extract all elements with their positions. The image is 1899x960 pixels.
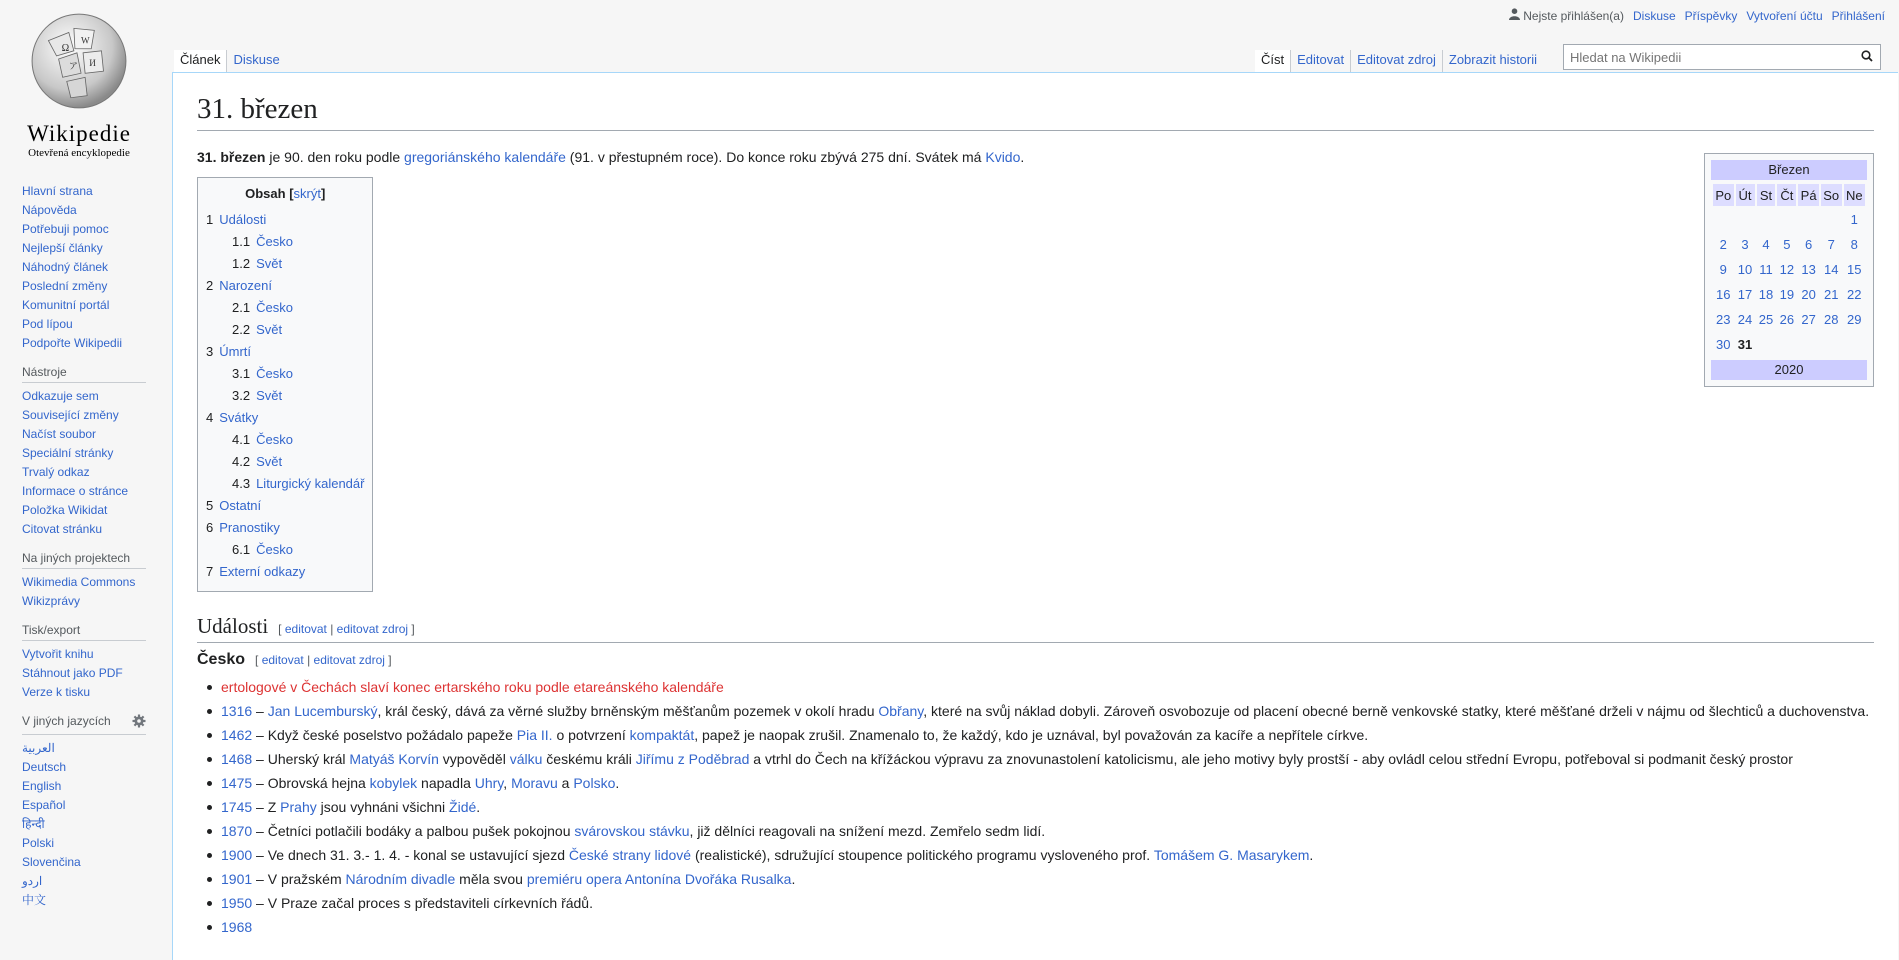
calendar-empty	[1736, 208, 1755, 231]
calendar-day[interactable]	[1757, 258, 1776, 281]
tab-read[interactable]: Číst	[1255, 50, 1290, 77]
calendar-day[interactable]	[1777, 283, 1796, 306]
calendar-week	[1713, 208, 1865, 231]
event-text: – Když české poselstvo požádalo papeže	[252, 727, 517, 743]
calendar-day[interactable]	[1798, 233, 1819, 256]
toc-number: 7	[206, 564, 214, 579]
toc-number: 4	[206, 410, 214, 425]
event-link[interactable]: Jiřímu z Poděbrad	[635, 751, 750, 767]
calendar-day-link[interactable]: 20	[1801, 287, 1816, 302]
contributions-link[interactable]: Příspěvky	[1684, 8, 1738, 23]
talk-link[interactable]: Diskuse	[1632, 8, 1676, 23]
calendar-day[interactable]	[1798, 283, 1819, 306]
event-item	[221, 867, 1874, 891]
event-link[interactable]: Jan Lucemburský	[267, 703, 378, 719]
search-input[interactable]	[1564, 50, 1854, 65]
toc-title: Obsah [skrýt]	[245, 186, 326, 201]
calendar-day-link[interactable]: 3	[1741, 237, 1749, 252]
toc-entry[interactable]	[206, 341, 364, 363]
calendar-day[interactable]	[1736, 258, 1755, 281]
toc-entry[interactable]	[206, 407, 364, 429]
toc-number: 1.2	[232, 256, 251, 271]
event-item	[221, 699, 1874, 723]
event-link[interactable]: kompaktát	[629, 727, 695, 743]
toc-entry[interactable]	[206, 363, 364, 385]
sidebar-item-langs-6[interactable]: Slovenčina	[22, 855, 81, 869]
calendar-day-link[interactable]: 18	[1758, 287, 1774, 302]
intro-bold: 31. březen	[197, 149, 266, 165]
calendar-day[interactable]	[1844, 308, 1866, 331]
event-text: (realistické), sdružující stoupence politického programu vysloveného prof.	[691, 847, 1154, 863]
event-item	[221, 747, 1874, 771]
calendar-weekday: So	[1821, 184, 1842, 206]
toc-link[interactable]: Česko	[256, 366, 293, 381]
toc-number: 3	[206, 344, 214, 359]
tools-heading: Nástroje	[22, 365, 146, 383]
toc-number: 3.2	[232, 388, 251, 403]
event-text: českému králi	[542, 751, 636, 767]
calendar-day-link[interactable]: 19	[1779, 287, 1795, 302]
calendar-weekday: Út	[1736, 184, 1755, 206]
section-edit-links: [ editovat | editovat zdroj ]	[278, 622, 415, 636]
calendar-day-link[interactable]: 22	[1847, 287, 1862, 302]
toc-link[interactable]: Svět	[256, 388, 283, 403]
calendar-day[interactable]	[1798, 258, 1819, 281]
calendar-day[interactable]	[1713, 308, 1734, 331]
calendar-weekday: Po	[1713, 184, 1734, 206]
event-text: , král český, dává za věrné služby brněnským měšťanům pozemek v okolí hradu	[377, 703, 879, 719]
toc-link[interactable]: Liturgický kalendář	[256, 476, 365, 491]
calendar-day[interactable]	[1757, 308, 1776, 331]
event-link[interactable]: kobylek	[369, 775, 418, 791]
calendar-weekday: St	[1757, 184, 1776, 206]
calendar-week	[1713, 258, 1865, 281]
svg-text:ア: ア	[68, 61, 78, 72]
sidebar-item-projects-1[interactable]: Wikizprávy	[22, 594, 81, 608]
event-link[interactable]: Polsko	[573, 775, 616, 791]
event-text: – Četníci potlačili bodáky a palbou pušek pokojnou	[252, 823, 575, 839]
event-text: a	[557, 775, 574, 791]
wordmark: Wikipedie	[27, 121, 131, 146]
toc-link[interactable]: Česko	[256, 542, 293, 557]
toc-link[interactable]: Narození	[219, 278, 272, 293]
svg-text:И: И	[89, 58, 96, 69]
toc-entry[interactable]	[206, 429, 364, 451]
toc-link[interactable]: Externí odkazy	[219, 564, 306, 579]
sidebar-item-langs-4[interactable]: हिन्दी	[22, 817, 45, 831]
intro-paragraph: 31. březen je 90. den roku podle gregoriánského kalendáře (91. v přestupném roce). Do konce roku zbývá 275 dní. Svátek má Kvido.	[197, 149, 1025, 165]
event-text: – Uherský král	[252, 751, 350, 767]
calendar-day-link[interactable]: 14	[1823, 262, 1839, 277]
sidebar-item-tools-6[interactable]: Položka Wikidat	[22, 503, 108, 517]
toc-entry[interactable]	[206, 473, 364, 495]
calendar-day-link[interactable]: 4	[1762, 237, 1770, 252]
event-item	[221, 819, 1874, 843]
sidebar-print	[22, 623, 146, 702]
event-year-link[interactable]: 1968	[221, 919, 253, 935]
user-icon	[1509, 8, 1520, 23]
sidebar-item-langs-0[interactable]: العربية	[22, 741, 55, 755]
calendar-week	[1713, 333, 1865, 356]
calendar-empty	[1821, 333, 1842, 356]
calendar-day[interactable]	[1713, 333, 1734, 356]
event-year-link[interactable]: 1745	[221, 799, 253, 815]
calendar-empty	[1713, 208, 1734, 231]
toc-entry[interactable]	[206, 385, 364, 407]
event-link[interactable]: Uhry	[474, 775, 504, 791]
toc-number: 3.1	[232, 366, 251, 381]
sidebar-item-main-5[interactable]: Poslední změny	[22, 279, 108, 293]
calendar-day-link[interactable]: 23	[1716, 312, 1731, 327]
calendar-day-link[interactable]: 16	[1716, 287, 1731, 302]
toc-entry[interactable]	[206, 319, 364, 341]
sidebar-item-langs-1[interactable]: Deutsch	[22, 760, 67, 774]
calendar-empty	[1844, 333, 1866, 356]
sidebar-item-langs-7[interactable]: اردو	[22, 874, 43, 888]
event-link[interactable]: Tomášem G. Masarykem	[1153, 847, 1310, 863]
calendar-day-link[interactable]: 6	[1805, 237, 1813, 252]
event-text: .	[791, 871, 796, 887]
edit-section-link[interactable]: editovat	[284, 622, 327, 636]
calendar-day[interactable]	[1757, 283, 1776, 306]
calendar-day-link[interactable]: 9	[1719, 262, 1727, 277]
calendar-day[interactable]	[1777, 258, 1796, 281]
toc-number: 1.1	[232, 234, 251, 249]
event-link[interactable]: Obřany	[878, 703, 924, 719]
toc-entry[interactable]	[206, 231, 364, 253]
tab-discussion[interactable]: Diskuse	[226, 50, 285, 77]
calendar-day[interactable]	[1777, 233, 1796, 256]
toc-link[interactable]: Úmrtí	[219, 344, 252, 359]
calendar-empty	[1821, 208, 1842, 231]
event-year-link[interactable]: 1475	[221, 775, 253, 791]
sidebar-item-main-0[interactable]: Hlavní strana	[22, 184, 93, 198]
sidebar-item-langs-2[interactable]: English	[22, 779, 62, 793]
event-link[interactable]: opera Antonína Dvořáka Rusalka	[586, 871, 792, 887]
tab-edit[interactable]: Editovat	[1290, 50, 1350, 77]
calendar-day[interactable]	[1844, 283, 1866, 306]
sidebar-item-tools-5[interactable]: Informace o stránce	[22, 484, 129, 498]
toc-link[interactable]: Svět	[256, 256, 283, 271]
toc-number: 4.3	[232, 476, 251, 491]
event-text: , papež je naopak zrušil. Znamenalo to, že každý, kdo je uznával, byl považován za kacíře a nepřítele církve.	[694, 727, 1369, 743]
edit-subsection-link[interactable]: editovat	[261, 653, 304, 667]
calendar-day[interactable]	[1736, 233, 1755, 256]
sidebar-item-print-1[interactable]: Stáhnout jako PDF	[22, 666, 123, 680]
edit-source-section-link[interactable]: editovat zdroj	[336, 622, 409, 636]
login-link[interactable]: Přihlášení	[1831, 8, 1885, 23]
calendar-day-link[interactable]: 8	[1850, 237, 1858, 252]
events-list	[197, 675, 1874, 939]
calendar-weekday: Čt	[1777, 184, 1796, 206]
page-title: 31. březen	[197, 93, 1874, 131]
calendar-day-link[interactable]: 15	[1847, 262, 1862, 277]
sidebar-item-main-6[interactable]: Komunitní portál	[22, 298, 110, 312]
calendar-day[interactable]	[1844, 258, 1866, 281]
event-item	[221, 891, 1874, 915]
toc-link[interactable]: Česko	[256, 432, 293, 447]
calendar-day[interactable]	[1757, 233, 1776, 256]
event-year-link[interactable]: 1462	[221, 727, 253, 743]
event-item	[221, 675, 1874, 699]
toc-link[interactable]: Svět	[256, 322, 283, 337]
calendar-day-link[interactable]: 2	[1719, 237, 1727, 252]
event-item	[221, 843, 1874, 867]
event-text: .	[476, 799, 481, 815]
sidebar-item-tools-2[interactable]: Načíst soubor	[22, 427, 97, 441]
toc-entry[interactable]	[206, 209, 364, 231]
calendar-day[interactable]	[1821, 233, 1842, 256]
toc-hide-link[interactable]: skrýt	[293, 186, 321, 201]
sidebar-item-main-3[interactable]: Nejlepší články	[22, 241, 103, 255]
event-redlink[interactable]: ertologové v Čechách slaví konec ertarského roku podle etareánského kalendáře	[221, 679, 724, 695]
sidebar-item-projects-0[interactable]: Wikimedia Commons	[22, 575, 136, 589]
sidebar-item-print-0[interactable]: Vytvořit knihu	[22, 647, 94, 661]
toc-entry[interactable]	[206, 495, 364, 517]
toc-entry[interactable]	[206, 561, 364, 583]
sidebar	[22, 182, 146, 910]
calendar-day[interactable]	[1713, 233, 1734, 256]
toc-number: 4.1	[232, 432, 251, 447]
event-text: napadla	[417, 775, 475, 791]
toc-link[interactable]: Události	[219, 212, 267, 227]
event-text: – Obrovská hejna	[252, 775, 370, 791]
toc-link[interactable]: Svátky	[219, 410, 259, 425]
event-year-link[interactable]: 1870	[221, 823, 253, 839]
svg-text:Ω: Ω	[61, 42, 70, 54]
event-text: , již dělníci reagovali na snížení mezd. Zemřelo sedm lidí.	[689, 823, 1046, 839]
section-events-heading: Události [ editovat | editovat zdroj ]	[197, 614, 1874, 643]
event-text: – V pražském	[252, 871, 346, 887]
calendar-day-link[interactable]: 31	[1737, 337, 1753, 352]
event-text: – Ve dnech 31. 3.- 1. 4. - konal se ustavující sjezd	[252, 847, 569, 863]
toc-link[interactable]: Česko	[256, 300, 293, 315]
event-year-link[interactable]: 1950	[221, 895, 253, 911]
event-text: měla svou	[455, 871, 527, 887]
calendar-day-link[interactable]: 7	[1827, 237, 1835, 252]
event-year-link[interactable]: 1901	[221, 871, 253, 887]
event-text: .	[615, 775, 620, 791]
calendar-day-link[interactable]: 28	[1823, 312, 1839, 327]
calendar-day-link[interactable]: 27	[1801, 312, 1816, 327]
calendar-empty	[1798, 333, 1819, 356]
toc-link[interactable]: Česko	[256, 234, 293, 249]
not-logged-in-text: Nejste přihlášen(a)	[1523, 8, 1624, 23]
sidebar-item-langs-3[interactable]: Español	[22, 798, 66, 812]
toc-number: 6.1	[232, 542, 251, 557]
subsection-edit-links: [ editovat | editovat zdroj ]	[255, 653, 392, 667]
event-link[interactable]: válku	[509, 751, 543, 767]
calendar-day[interactable]	[1736, 283, 1755, 306]
personal-tools	[1509, 8, 1885, 23]
calendar-day[interactable]	[1844, 233, 1866, 256]
calendar-day[interactable]	[1821, 308, 1842, 331]
event-link[interactable]: Pia II.	[516, 727, 553, 743]
event-text: –	[252, 703, 268, 719]
calendar-day[interactable]	[1777, 308, 1796, 331]
sidebar-item-main-7[interactable]: Pod lípou	[22, 317, 73, 331]
languages-heading: V jiných jazycích	[22, 714, 146, 735]
calendar-day-link[interactable]: 12	[1779, 262, 1795, 277]
calendar-day-link[interactable]: 5	[1783, 237, 1791, 252]
sidebar-item-langs-8[interactable]: 中文	[22, 893, 47, 907]
toc-number: 1	[206, 212, 214, 227]
event-link[interactable]: Prahy	[280, 799, 317, 815]
sidebar-item-main-4[interactable]: Náhodný článek	[22, 260, 109, 274]
calendar-day[interactable]	[1821, 283, 1842, 306]
calendar-week	[1713, 308, 1865, 331]
toc-entry[interactable]	[206, 539, 364, 561]
event-text: – V Praze začal proces s představiteli církevních řádů.	[252, 895, 593, 911]
search-icon[interactable]	[1854, 50, 1880, 65]
calendar-day-link[interactable]: 10	[1737, 262, 1753, 277]
sidebar-tools	[22, 365, 146, 539]
sidebar-item-langs-5[interactable]: Polski	[22, 836, 55, 850]
event-link[interactable]: Moravu	[511, 775, 558, 791]
event-text: a vtrhl do Čech na křížáckou výpravu za znovunastolení katolicismu, ale jeho motivy byly prostší - aby ovládl celou střední Evropu, potřeboval si podmanit český prostor	[749, 751, 1793, 767]
calendar-empty	[1757, 333, 1776, 356]
event-item	[221, 771, 1874, 795]
toc-entry[interactable]	[206, 517, 364, 539]
calendar-empty	[1777, 333, 1796, 356]
calendar-year[interactable]: 2020	[1711, 360, 1867, 380]
content-area	[172, 72, 1898, 960]
event-text: ,	[503, 775, 512, 791]
sidebar-item-tools-3[interactable]: Speciální stránky	[22, 446, 114, 460]
event-link[interactable]: Matyáš Korvín	[349, 751, 439, 767]
event-link[interactable]: svárovskou stávku	[574, 823, 690, 839]
calendar-table	[1711, 182, 1867, 358]
calendar-month: Březen	[1711, 160, 1867, 180]
event-text: , které na svůj náklad dobyli. Zároveň osvobozuje od placení obecné berně venkovské statky, které měšťané drželi v nájmu od šlechticů a duchovenstva.	[923, 703, 1870, 719]
calendar-empty	[1798, 208, 1819, 231]
calendar-day-link[interactable]: 17	[1737, 287, 1753, 302]
sidebar-projects	[22, 551, 146, 611]
toc-number: 4.2	[232, 454, 251, 469]
event-year-link[interactable]: 1900	[221, 847, 253, 863]
search-box	[1563, 44, 1881, 70]
event-text: .	[1309, 847, 1314, 863]
month-calendar	[1704, 153, 1874, 387]
sidebar-item-print-2[interactable]: Verze k tisku	[22, 685, 91, 699]
kvido-link[interactable]: Kvido	[985, 149, 1021, 165]
calendar-day-link[interactable]: 21	[1823, 287, 1839, 302]
calendar-day[interactable]	[1713, 283, 1734, 306]
calendar-day-link[interactable]: 11	[1759, 262, 1773, 277]
event-text: – Z	[252, 799, 281, 815]
event-item	[221, 915, 1874, 939]
toc-number: 2	[206, 278, 214, 293]
toc-number: 2.1	[232, 300, 251, 315]
event-year-link[interactable]: 1316	[221, 703, 253, 719]
toc-number: 5	[206, 498, 214, 513]
toc-entry[interactable]	[206, 275, 364, 297]
gear-icon[interactable]	[132, 714, 146, 731]
event-item	[221, 723, 1874, 747]
calendar-day-link[interactable]: 25	[1758, 312, 1774, 327]
toc-number: 2.2	[232, 322, 251, 337]
calendar-empty	[1777, 208, 1796, 231]
calendar-week	[1713, 233, 1865, 256]
calendar-week	[1713, 283, 1865, 306]
calendar-empty	[1757, 208, 1776, 231]
edit-source-subsection-link[interactable]: editovat zdroj	[313, 653, 385, 667]
event-year-link[interactable]: 1468	[221, 751, 253, 767]
calendar-day[interactable]	[1713, 258, 1734, 281]
calendar-day[interactable]	[1821, 258, 1842, 281]
sidebar-item-tools-7[interactable]: Citovat stránku	[22, 522, 103, 536]
toc-number: 6	[206, 520, 214, 535]
event-text: vypověděl	[438, 751, 510, 767]
event-text: o potvrzení	[552, 727, 630, 743]
calendar-day-link[interactable]: 13	[1801, 262, 1816, 277]
event-text: jsou vyhnáni všichni	[316, 799, 450, 815]
gregorian-calendar-link[interactable]: gregoriánského kalendáře	[404, 149, 566, 165]
wikipedia-globe-icon	[28, 10, 130, 112]
subsection-cz-heading: Česko [ editovat | editovat zdroj ]	[197, 651, 392, 668]
sidebar-item-tools-0[interactable]: Odkazuje sem	[22, 389, 99, 403]
event-link[interactable]: Národním divadle	[345, 871, 456, 887]
projects-heading: Na jiných projektech	[22, 551, 146, 569]
calendar-day[interactable]	[1798, 308, 1819, 331]
toc-link[interactable]: Ostatní	[219, 498, 262, 513]
calendar-day[interactable]	[1736, 308, 1755, 331]
sidebar-item-main-8[interactable]: Podpořte Wikipedii	[22, 336, 123, 350]
calendar-weekday: Ne	[1844, 184, 1866, 206]
wikipedia-logo[interactable]	[14, 10, 144, 159]
calendar-day[interactable]	[1736, 333, 1755, 356]
toc-entry[interactable]	[206, 451, 364, 473]
calendar-day-link[interactable]: 24	[1737, 312, 1753, 327]
tab-history[interactable]: Zobrazit historii	[1442, 50, 1543, 77]
toc-link[interactable]: Pranostiky	[219, 520, 280, 535]
tagline: Otevřená encyklopedie	[28, 147, 130, 159]
calendar-day-link[interactable]: 30	[1716, 337, 1731, 352]
toc-link[interactable]: Svět	[256, 454, 283, 469]
toc-list	[206, 209, 364, 583]
table-of-contents	[197, 177, 373, 592]
event-link[interactable]: premiéru	[526, 871, 583, 887]
event-item	[221, 795, 1874, 819]
calendar-day-link[interactable]: 26	[1779, 312, 1795, 327]
calendar-day-link[interactable]: 1	[1850, 212, 1858, 227]
create-account-link[interactable]: Vytvoření účtu	[1746, 8, 1823, 23]
print-heading: Tisk/export	[22, 623, 146, 641]
sidebar-item-tools-1[interactable]: Související změny	[22, 408, 119, 422]
svg-text:W: W	[81, 35, 90, 46]
sidebar-item-main-2[interactable]: Potřebuji pomoc	[22, 222, 109, 236]
calendar-day-link[interactable]: 29	[1847, 312, 1862, 327]
sidebar-languages	[22, 714, 146, 910]
calendar-day[interactable]	[1844, 208, 1866, 231]
sidebar-navigation	[22, 182, 146, 353]
toc-entry[interactable]	[206, 253, 364, 275]
event-link[interactable]: Židé	[449, 799, 477, 815]
calendar-weekday: Pá	[1798, 184, 1819, 206]
tab-edit-source[interactable]: Editovat zdroj	[1350, 50, 1442, 77]
sidebar-item-tools-4[interactable]: Trvalý odkaz	[22, 465, 90, 479]
toc-entry[interactable]	[206, 297, 364, 319]
tab-article[interactable]: Článek	[174, 50, 226, 77]
sidebar-item-main-1[interactable]: Nápověda	[22, 203, 77, 217]
event-link[interactable]: České strany lidové	[568, 847, 692, 863]
